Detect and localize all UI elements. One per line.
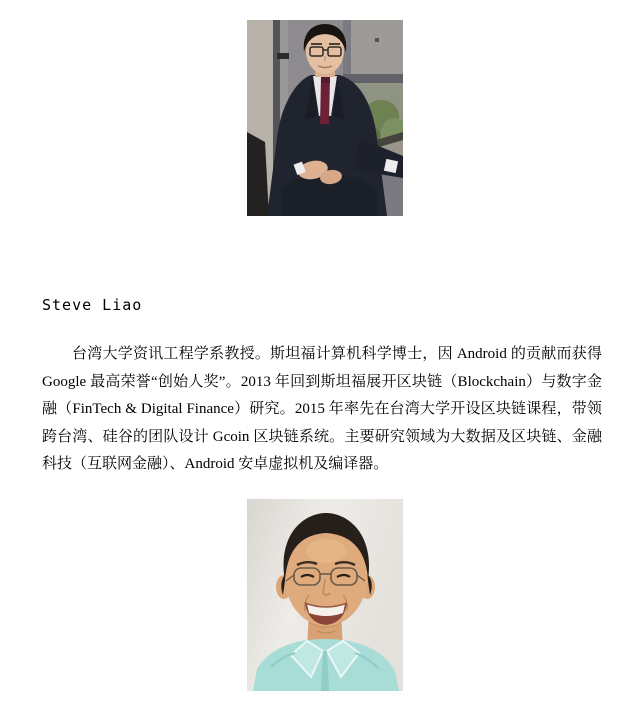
portrait-photo-suit <box>247 20 403 216</box>
person-name: Steve Liao <box>42 296 143 314</box>
bio-paragraph: 台湾大学资讯工程学系教授。斯坦福计算机科学博士，因 Android 的贡献而获得 Google 最高荣誉“创始人奖”。2013 年回到斯坦福展开区块链（Blockchain）与数字金融（FinTech & Digital Finance）研究。2015 年率先在台湾大学开设区块链课程，带领跨台湾、硅谷的团队设计 Gcoin 区块链系统。主要研究领域为大数据及区块链、金融科技（互联网金融）、Android 安卓虚拟机及编译器。 <box>42 346 602 473</box>
portrait-photo-teal-shirt <box>247 499 403 691</box>
portrait-photo-teal-art <box>247 499 403 691</box>
portrait-photo-suit-art <box>247 20 403 216</box>
